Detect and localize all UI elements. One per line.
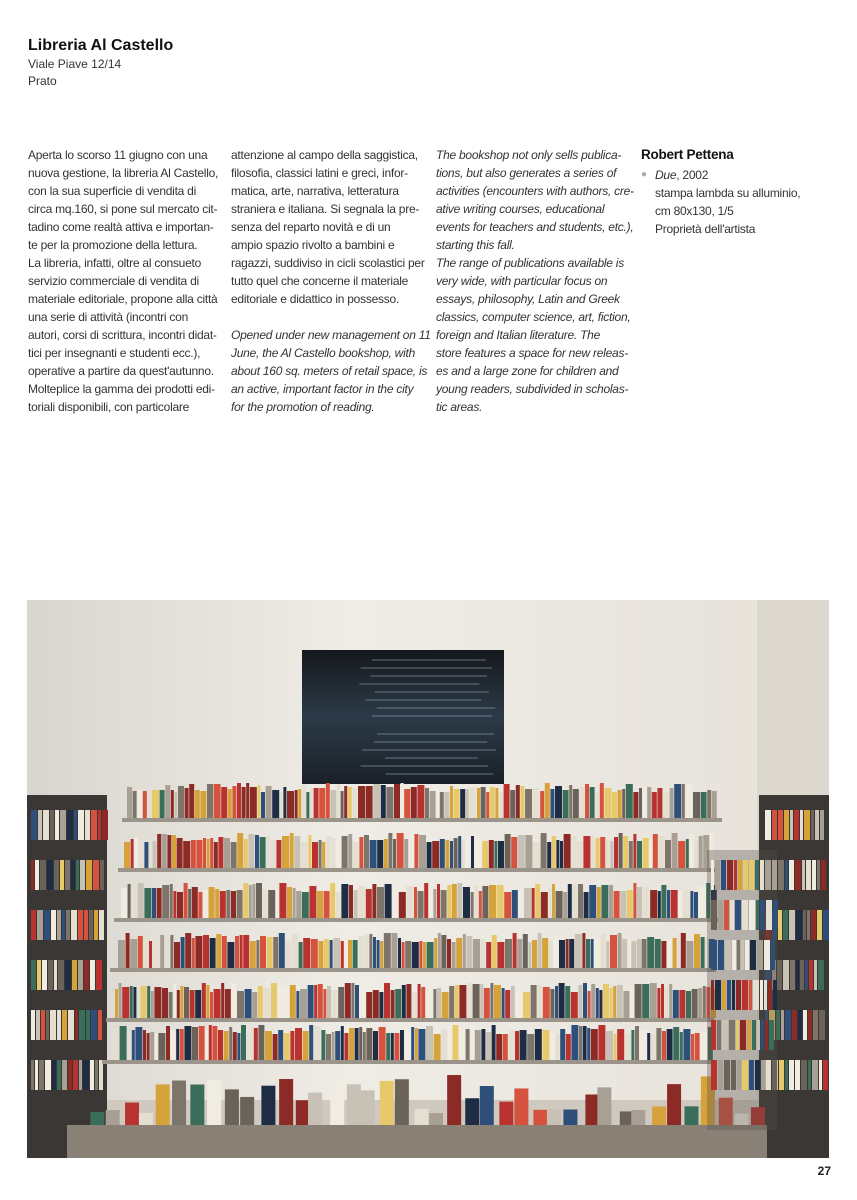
text-line: The range of publications available is [436,256,624,270]
artwork-ownership: Proprietà dell'artista [655,222,756,236]
text-line: tic areas. [436,400,483,414]
text-line: es and a large zone for children and [436,364,619,378]
text-line: activities (encounters with authors, cre- [436,184,634,198]
artwork-size: cm 80x130, 1/5 [655,204,734,218]
text-line: filosofia, classici latini e greci, infor- [231,166,408,180]
italian-text-column-1 [28,146,218,416]
article-header [28,36,173,90]
english-text-column [436,146,634,416]
text-line: straniera e italiana. Si segnala la pre- [231,202,420,216]
text-line: store features a space for new releas- [436,346,628,360]
text-line: attenzione al campo della saggistica, [231,148,418,162]
english-text-intro [231,326,431,416]
artwork-caption [641,146,831,238]
text-line: Aperta lo scorso 11 giugno con una [28,148,208,162]
text-line: The bookshop not only sells publica- [436,148,622,162]
text-line: classics, computer science, art, fiction, [436,310,631,324]
text-line: materiale editoriale, propone alla città [28,292,218,306]
text-line: una serie di attività (incontri con [28,310,188,324]
text-line: about 160 sq. meters of retail space, is [231,364,428,378]
text-line: ragazzi, suddiviso in cicli scolastici per [231,256,425,270]
bullet-dot-icon: ● [641,169,647,180]
display-table [67,1125,767,1158]
text-line: La libreria, infatti, oltre al consueto [28,256,202,270]
text-line: tions, but also generates a series of [436,166,617,180]
text-line: con la sua superficie di vendita di [28,184,197,198]
text-line: events for teachers and students, etc.), [436,220,634,234]
text-line: servizio commerciale di vendita di [28,274,199,288]
text-line: young readers, subdivided in scholas- [436,382,629,396]
text-line: for the promotion of reading. [231,400,375,414]
text-line: circa mq.160, si pone sul mercato cit- [28,202,218,216]
text-line: matica, arte, narrativa, letteratura [231,184,399,198]
artwork-year: , 2002 [676,168,709,182]
artwork-title-line [655,166,831,184]
text-line: foreign and Italian literature. The [436,328,601,342]
text-line: editoriale e didattico in possesso. [231,292,400,306]
artwork-title: Due [655,168,677,182]
text-line: Opened under new management on 11 [231,328,431,342]
text-line: toriali disponibili, con particolare [28,400,190,414]
text-line: starting this fall. [436,238,515,252]
article-title: Libreria Al Castello [28,37,174,54]
text-line: senza del reparto novità e di un [231,220,391,234]
text-line: operative a partire da quest'autunno. [28,364,214,378]
text-line: an active, important factor in the city [231,382,414,396]
text-line: Molteplice la gamma dei prodotti edi- [28,382,215,396]
page-number: 27 [817,1164,831,1178]
text-line: nuova gestione, la libreria Al Castello, [28,166,219,180]
italian-text-continued [231,146,423,308]
text-line: autori, corsi di scrittura, incontri didat- [28,328,217,342]
text-line: very wide, with particular focus on [436,274,608,288]
wall-artwork [302,650,504,784]
address-line-1: Viale Piave 12/14 [28,57,122,71]
text-line: June, the Al Castello bookshop, with [231,346,416,360]
text-line: essays, philosophy, Latin and Greek [436,292,620,306]
bookshop-interior-illustration [27,600,829,1158]
text-line: tici per insegnanti e studenti ecc.), [28,346,201,360]
text-column-2 [231,146,431,416]
artwork-medium: stampa lambda su alluminio, [655,186,801,200]
address-line-2: Prato [28,74,57,88]
text-line: te per la promozione della lettura. [28,238,198,252]
text-line: ative writing courses, educational [436,202,605,216]
text-line: tutto quel che concerne il materiale [231,274,409,288]
artist-name: Robert Pettena [641,147,734,162]
text-line: tadino come realtà attiva e importan- [28,220,214,234]
bookshop-photo [27,600,829,1158]
text-line: ampio spazio rivolto a bambini e [231,238,395,252]
